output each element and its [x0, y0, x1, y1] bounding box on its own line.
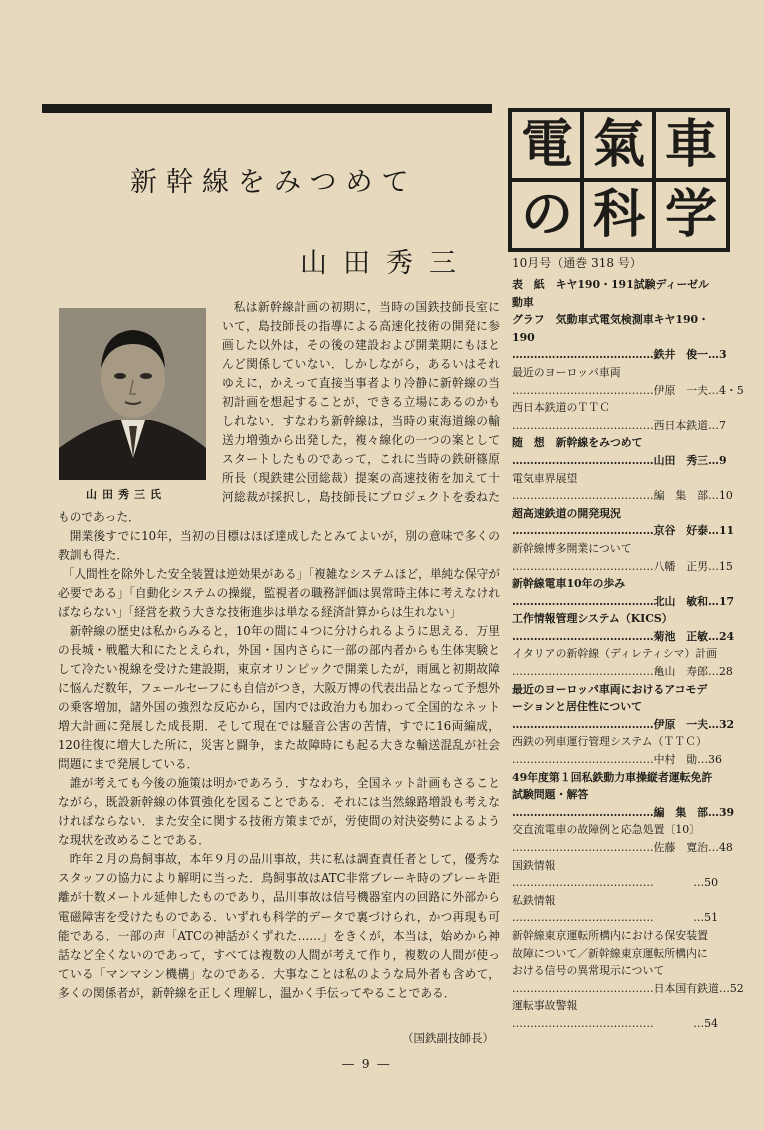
toc-page: 32: [718, 717, 735, 731]
toc-author: 佐藤 寛治: [653, 841, 709, 854]
logo-char: 科: [592, 185, 645, 245]
toc-entry: 新幹線東京運転所構内における保安装置故障について／新幹線東京運転所構内における信号の異常現示について ………………………………… 日本国有鉄道…52: [512, 928, 744, 995]
article-body: [58, 298, 500, 1003]
toc-page: 48: [718, 841, 733, 854]
toc-entry: 最近のヨーロッパ車両 ………………………………… 伊原 一夫…4・5: [512, 365, 744, 397]
toc-page: 15: [718, 559, 733, 573]
toc-title: 最近のヨーロッパ車両におけるアコモデーションと居住性について: [512, 682, 708, 714]
toc-author: 八幡 正男: [653, 559, 709, 573]
author-byline: 山田秀三: [300, 248, 472, 279]
toc-author: 編 集 部: [653, 489, 709, 503]
toc-page: 7: [718, 418, 726, 432]
toc-entry: 交直流電車の故障例と応急処置〔10〕 ………………………………… 佐藤 寛治…48: [512, 823, 733, 854]
toc-label: グラフ: [512, 313, 556, 327]
toc-entry: イタリアの新幹線（ディレティシマ）計画 ………………………………… 亀山 寿郎…28: [512, 647, 733, 679]
toc-title: 私鉄情報: [512, 893, 556, 907]
article-paragraph: 昨年２月の鳥飼事故，本年９月の品川事故，共に私は調査責任者として，優秀なスタッフの協力により解明に当った．鳥飼事故はATC非常ブレーキ時のブレーキ距離が十数メートル延伸したものであり，品川事故は信号機器室内の回路に外部から電磁障害を受けたものである．いずれも科学的データで裏づけられ，かつ再現も可能である．一部の声「ATCの神話がくずれた……」をきくが，本当は，始めから神話など全くないのであって，すべては複数の人間が考えて作り，複数の人間が使っている「マンマシン機構」なのである．大事なことは私のような局外者も含めて，多くの関係者が，新幹線を正しく理解し，温かく手伝ってやることである．: [58, 852, 500, 1000]
toc-entry: 新幹線博多開業について ………………………………… 八幡 正男…15: [512, 541, 733, 573]
toc-author: 鉄井 俊一: [653, 348, 709, 362]
author-affiliation: （国鉄副技師長）: [402, 1031, 494, 1045]
article-paragraph: 私は新幹線計画の初期に，当時の国鉄技師長室にいて，島技師長の指導による高速化技術の開発に参画した以外は，その後の建設および開業期にもほとんど関係していない．しかしながら，あるいはそれゆえに，かえって直接当事者より冷静に新幹線の当初計画を想起することが，できる立場にあるのかもしれない．すなわち新幹線は，当時の東海道線の輸送力増強から出発した，複々線化の一つの案としてスタートしたものであって，これに当時の鉄研篠原所長（現鉄建公団総裁）提案の高速技術を加えて十河総裁が採択し，島技師長にプロジェクトを委ねたものであった．: [58, 300, 500, 524]
title-rule: [42, 104, 492, 113]
toc-entry: 新幹線電車10年の歩み ………………………………… 北山 敏和…17: [512, 577, 735, 608]
logo-char: 氣: [592, 115, 645, 175]
article-paragraph: 「人間性を除外した安全装置は逆効果がある」「複雑なシステムほど，単純な保守が必要である」「自動化システムの操縦，監視者の職務評価は異常時主体に考えなければならない」「経営を救う大きな技術進歩は単なる経済計算からは生れない」: [58, 566, 500, 619]
article-paragraph: 誰が考えても今後の施策は明かであろう．すなわち，全国ネット計画もさることながら，既設新幹線の体質強化を図ることである．それには当然線路増設も考えなければならない．また安全に関する技術方策までが，労使間の対決姿勢によるような現状を改めることである．: [58, 776, 500, 848]
toc-author: 中村 勛: [653, 753, 698, 767]
toc-title: 最近のヨーロッパ車両: [512, 365, 621, 379]
table-of-contents: [512, 276, 744, 1033]
toc-author: 京谷 好泰: [653, 524, 709, 538]
logo-char: 車: [664, 115, 717, 175]
toc-page: 3: [718, 348, 727, 362]
toc-entry: 運転事故警報 ………………………………… …54: [512, 999, 718, 1030]
toc-page: 36: [708, 753, 722, 767]
toc-title: 運転事故警報: [512, 999, 578, 1013]
toc-author: 北山 敏和: [653, 594, 709, 608]
toc-page: 50: [704, 876, 718, 890]
toc-page: 24: [718, 629, 735, 643]
toc-page: 11: [718, 524, 735, 538]
toc-entry: 電気車界展望 ………………………………… 編 集 部…10: [512, 471, 733, 503]
toc-entry: 西鉄の列車運行管理システム（ＴＴＣ） ………………………………… 中村 勛…36: [512, 735, 722, 767]
toc-title: 西日本鉄道のＴＴＣ: [512, 401, 611, 415]
toc-title: 新幹線電車10年の歩み: [512, 577, 626, 591]
article-paragraph: 開業後すでに10年，当初の目標はほぼ達成したとみてよいが，別の意味で多くの教訓も得た．: [58, 528, 500, 562]
toc-page: 54: [704, 1016, 718, 1030]
toc-page: 9: [718, 453, 727, 467]
toc-entry: 私鉄情報 ………………………………… …51: [512, 893, 718, 925]
toc-entry: 西日本鉄道のＴＴＣ ………………………………… 西日本鉄道…7: [512, 401, 726, 432]
toc-entry: グラフ 気動車式電気検測車キヤ190・190 ………………………………… 鉄井 俊一…3: [512, 313, 727, 362]
toc-author: 亀山 寿郎: [653, 665, 709, 679]
logo-char: の: [520, 185, 573, 245]
toc-entry: 工作情報管理システム（KICS） ………………………………… 菊池 正敏…24: [512, 612, 735, 643]
toc-label: 表 紙: [512, 278, 556, 291]
article-paragraph: 新幹線の歴史は私からみると，10年の間に４つに分けられるように思える．万里の長城・戦艦大和にたとえられ，外国・国内さらに一部の部内者からも生体実験として冷たい視線を受けた建設期，東京オリンピックで開業したが，雨風と初期故障に悩んだ数年，フェールセーフにも自信がつき，大阪万博の代表出品となって予想外の乗客増加，諸外国の強烈な反応から，国内では政治力も加わって全国的なネット増大計画に発展した成長期．そして現在では騒音公害の苦情，すでに16両編成，120往復に増大した所に，災害と闘争，また故障時にも起る大きな輸送混乱が社会問題にまで発展している．: [58, 623, 500, 772]
toc-entry: 国鉄情報 ………………………………… …50: [512, 858, 718, 890]
toc-label: 随 想: [512, 436, 556, 450]
toc-page: 39: [718, 805, 735, 819]
toc-author: 菊池 正敏: [653, 629, 709, 643]
toc-entry: [512, 276, 718, 311]
toc-page: 52: [729, 981, 744, 995]
toc-entry: 最近のヨーロッパ車両におけるアコモデーションと居住性について ………………………………… 伊原 一夫…32: [512, 682, 735, 731]
toc-title: 新幹線東京運転所構内における保安装置故障について／新幹線東京運転所構内における信号の異常現示について: [512, 928, 709, 978]
toc-title: 電気車界展望: [512, 471, 578, 485]
logo-char: 学: [664, 185, 717, 245]
toc-page: 51: [704, 911, 718, 925]
toc-title: イタリアの新幹線（ディレティシマ）計画: [512, 647, 718, 661]
toc-title: 工作情報管理システム（KICS）: [512, 612, 673, 626]
toc-entry: 随 想 新幹線をみつめて ………………………………… 山田 秀三…9: [512, 436, 727, 467]
toc-title: 国鉄情報: [512, 858, 556, 872]
page-number: ― 9 ―: [342, 1057, 392, 1071]
toc-page: 10: [718, 489, 733, 503]
toc-page: 17: [718, 594, 735, 608]
toc-title: 新幹線をみつめて: [555, 436, 643, 450]
toc-author: 山田 秀三: [653, 453, 709, 467]
toc-author: 伊原 一夫: [653, 717, 709, 731]
toc-author: 伊原 一夫: [653, 383, 709, 397]
toc-title: 49年度第１回私鉄動力車操縦者運転免許試験問題・解答: [512, 770, 713, 802]
issue-number: 10月号（通巻 318 号）: [512, 256, 642, 270]
toc-title: 交直流電車の故障例と応急処置〔10〕: [512, 823, 701, 837]
logo-char: 電: [520, 115, 573, 175]
toc-title: キヤ190・191試験ディーゼル動車: [512, 278, 709, 309]
article-title: 新幹線をみつめて: [130, 167, 418, 198]
toc-author: 日本国有鉄道: [653, 981, 719, 995]
toc-title: 西鉄の列車運行管理システム（ＴＴＣ）: [512, 735, 707, 749]
toc-title: 超高速鉄道の開発現況: [512, 506, 621, 520]
toc-page: 28: [718, 665, 733, 679]
toc-author: 西日本鉄道: [653, 418, 709, 432]
toc-page: 4・5: [718, 383, 744, 397]
magazine-logo: [508, 108, 730, 252]
toc-entry: 超高速鉄道の開発現況 ………………………………… 京谷 好泰…11: [512, 506, 735, 538]
toc-entry: 49年度第１回私鉄動力車操縦者運転免許試験問題・解答 ………………………………… 編 集 部…39: [512, 770, 735, 819]
toc-title: 新幹線博多開業について: [512, 541, 632, 555]
toc-author: 編 集 部: [653, 805, 709, 819]
photo-caption: 山田秀三氏: [86, 488, 166, 501]
toc-title: 気動車式電気検測車キヤ190・190: [512, 313, 709, 344]
